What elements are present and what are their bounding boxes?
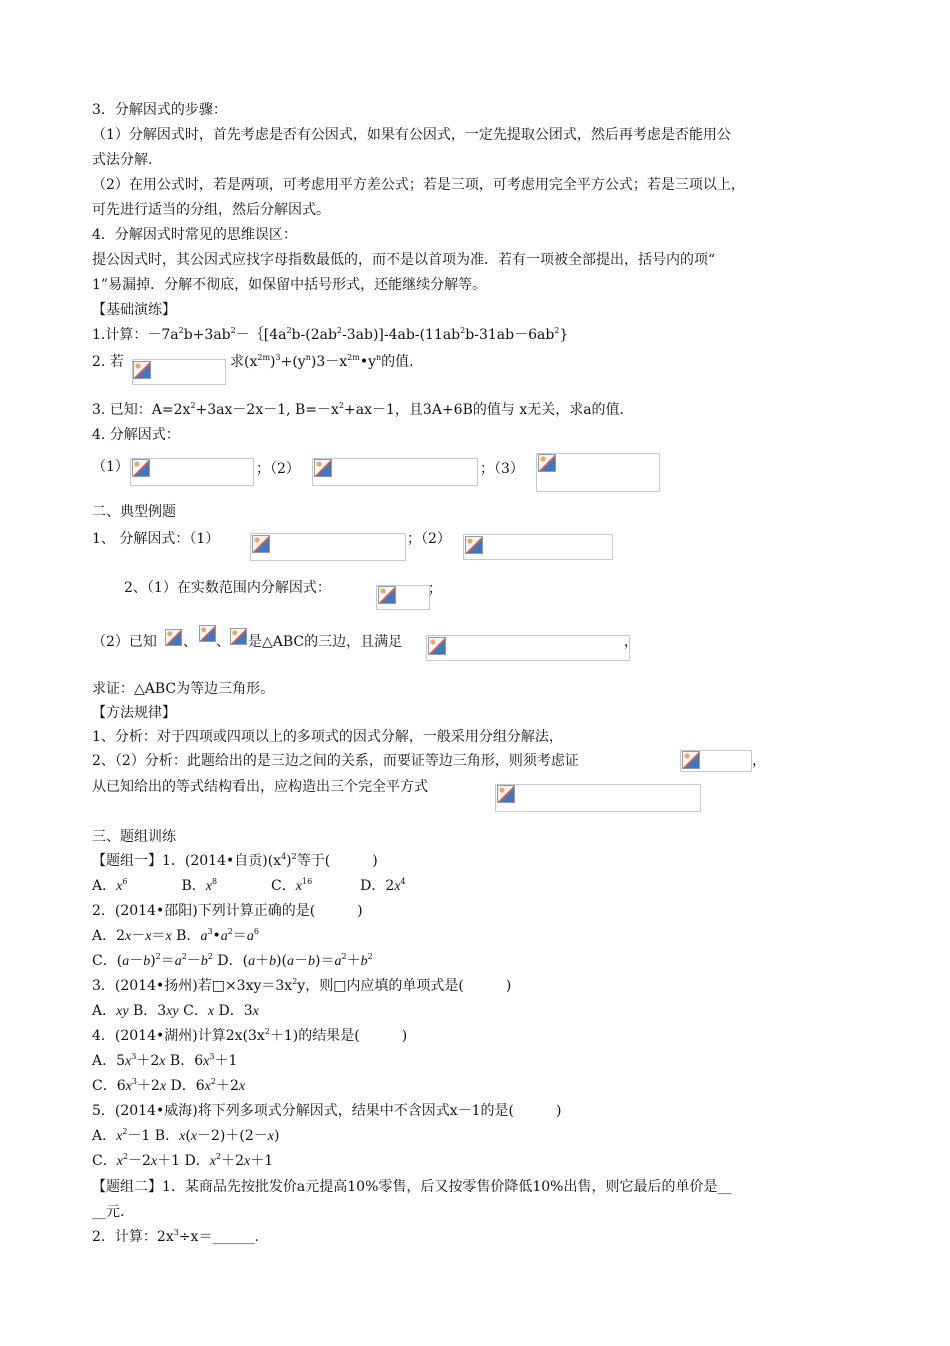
g1-q4-options-ab: A．$5x^3+2x$ B．$6x^3+1$ xyxy=(92,1052,238,1069)
misconception-text-cont: 1”易漏掉．分解不彻底，如保留中括号形式，还能继续分解等。 xyxy=(92,277,487,293)
g1-q2: 2．(2014•邵阳)下列计算正确的是( ) xyxy=(92,903,363,919)
step-2-text: （2）在用公式时，若是两项，可考虑用平方差公式；若是三项，可考虑用完全平方公式；若是三项以上， xyxy=(92,177,745,193)
method-2: 2、（2）分析：此题给出的是三边之间的关系，而要证等边三角形，则须考虑证 xyxy=(92,753,579,769)
broken-image-icon xyxy=(378,586,396,604)
basic-practice-heading: 【基础演练】 xyxy=(92,302,176,318)
punctuation: 、 xyxy=(183,634,197,650)
formula-image-box xyxy=(250,533,406,561)
broken-image-icon xyxy=(133,361,151,379)
broken-image-icon xyxy=(165,629,182,646)
basic-q4-part2-label: ；（2） xyxy=(256,461,300,477)
g1-q1-options: A．$x^6$ B．$x^8$ C．$x^{16}$ D．$2x^4$ xyxy=(92,877,406,894)
formula-image-box xyxy=(312,458,478,486)
basic-q4-part1-label: （1） xyxy=(92,459,129,475)
g1-q4: 4．(2014•湖州)计算$2x(3x^2+1)$的结果是( ) xyxy=(92,1027,408,1044)
punctuation: ， xyxy=(624,634,638,650)
example-2-part2: （2）已知 xyxy=(92,634,157,650)
example-2-label: 2、（1）在实数范围内分解因式： xyxy=(124,580,331,596)
broken-image-icon xyxy=(538,454,556,472)
example-2-condition: 是△ABC的三边，且满足 xyxy=(248,634,403,650)
punctuation: 、 xyxy=(216,634,230,650)
basic-q3: 3. 已知：$A=2x^2+3ax-2x-1$, $B=-x^2+ax-1$，且3A+6B的值与 x无关，求a的值. xyxy=(92,401,625,418)
step-1-text: （1）分解因式时，首先考虑是否有公因式，如果有公因式，一定先提取公团式，然后再考虑是否能用公 xyxy=(92,127,731,143)
broken-image-icon xyxy=(428,637,446,655)
misconception-text: 提公因式时，其公因式应找字母指数最低的，而不是以首项为准．若有一项被全部提出，括号内的项“ xyxy=(92,252,716,268)
g2-q1: 【题组二】1．某商品先按批发价a元提高10%零售，后又按零售价降低10%出售，则它最后的单价是__ xyxy=(92,1179,732,1195)
g1-q5: 5．(2014•威海)将下列多项式分解因式，结果中不含因式x－1的是( ) xyxy=(92,1103,562,1119)
punctuation: ， xyxy=(752,753,766,769)
training-heading: 三、题组训练 xyxy=(92,829,176,845)
basic-q1: 1.计算：$-7a^2b+3ab^2-\{[4a^2b-(2ab^2-3ab)]-4ab-(11ab^2b-31ab-6ab^2\}$ xyxy=(92,326,569,343)
broken-image-icon xyxy=(465,536,483,554)
method-3: 从已知给出的等式结构看出，应构造出三个完全平方式 xyxy=(92,779,428,795)
formula-image-box xyxy=(463,534,613,560)
broken-image-icon xyxy=(497,785,515,803)
misconception-heading: 4．分解因式时常见的思维误区： xyxy=(92,227,297,243)
broken-image-icon xyxy=(682,751,700,769)
broken-image-icon xyxy=(132,459,150,477)
g1-q4-options-cd: C．$6x^3+2x$ D．$6x^2+2x$ xyxy=(92,1077,246,1094)
step-heading: 3．分解因式的步骤： xyxy=(92,102,227,118)
broken-image-icon xyxy=(230,628,247,645)
g1-q2-options-ab: A．2x－x＝x B．$a^3•a^2=a^6$ xyxy=(92,927,259,944)
g1-q3: 3．(2014•扬州)若$□\times 3xy=3x^2y$，则□内应填的单项式是( ) xyxy=(92,977,512,994)
g1-q2-options-cd: C．$(a-b)^2=a^2-b^2$ D．$(a+b)(a-b)=a^2+b^2$ xyxy=(92,952,373,969)
g1-q5-options-cd: C．$x^2-2x+1$ D．$x^2+2x+1$ xyxy=(92,1152,274,1169)
broken-image-icon xyxy=(314,459,332,477)
g1-q5-options-ab: A．$x^2-1$ B．x(x－2)＋(2－x) xyxy=(92,1127,280,1144)
method-heading: 【方法规律】 xyxy=(92,705,176,721)
examples-heading: 二、典型例题 xyxy=(92,504,176,520)
step-1-text-cont: 式法分解． xyxy=(92,152,162,168)
basic-q4: 4. 分解因式： xyxy=(92,427,180,443)
broken-image-icon xyxy=(199,625,216,642)
method-1: 1、分析：对于四项或四项以上的多项式的因式分解，一般采用分组分解法， xyxy=(92,729,563,745)
broken-image-icon xyxy=(252,535,270,553)
example-1-part2-label: ；（2） xyxy=(407,531,451,547)
g2-q2: 2．计算：$2x^3\div x=\_\_\_\_\_\_$. xyxy=(92,1228,259,1245)
g1-q3-options: A．xy B．3xy C．x D．3x xyxy=(92,1003,259,1019)
proof-statement: 求证：△ABC为等边三角形。 xyxy=(92,681,275,697)
g1-q1: 【题组一】1．(2014•自贡)$(x^4)^2$等于( ) xyxy=(92,852,378,869)
punctuation: ； xyxy=(428,581,442,597)
basic-q2-text: 求$(x^{2m})^3+(y^n)3-x^{2m}•y^n$的值. xyxy=(230,353,414,370)
basic-q2-prefix: 2. 若 xyxy=(92,354,124,370)
g2-q1-cont: __元. xyxy=(92,1204,125,1220)
example-1-label: 1、 分解因式：（1） xyxy=(92,531,220,547)
formula-image-box xyxy=(426,635,630,661)
formula-image-box xyxy=(495,784,701,812)
step-2-text-cont: 可先进行适当的分组，然后分解因式。 xyxy=(92,202,330,218)
basic-q4-part3-label: ；（3） xyxy=(480,461,524,477)
